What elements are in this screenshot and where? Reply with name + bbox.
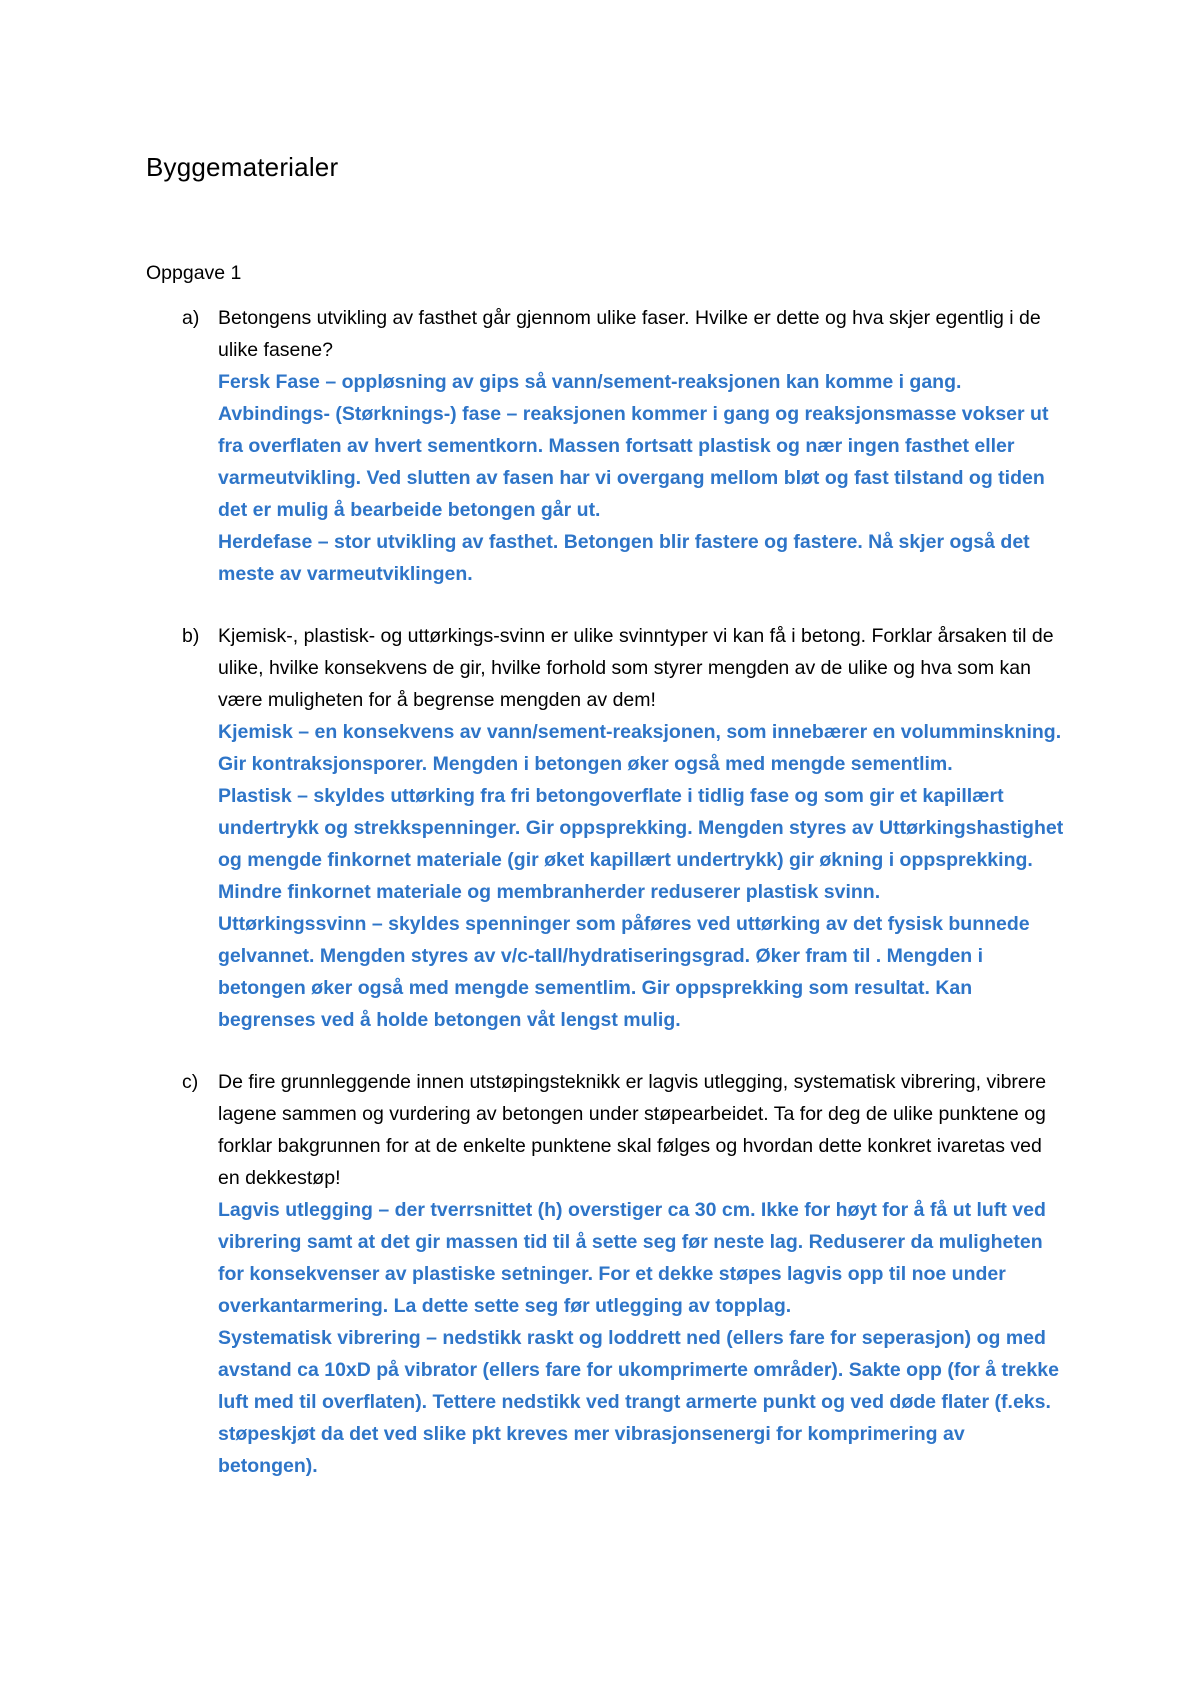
question-text: Kjemisk-, plastisk- og uttørkings-svinn er ulike svinntyper vi kan få i betong. Forklar årsaken til de ulike, hvilke konsekvens de gir, hvilke forhold som styrer mengden av de ulike og hva som kan være muligheten for å begrense mengden av dem! — [218, 625, 1054, 711]
task-item-b — [146, 620, 1066, 1036]
question-text: De fire grunnleggende innen utstøpingsteknikk er lagvis utlegging, systematisk vibrering, vibrere lagene sammen og vurdering av betongen under støpearbeidet. Ta for deg de ulike punktene og forklar bakgrunnen for at de enkelte punktene skal følges og hvordan dette konkret ivaretas ved en dekkestøp! — [218, 1071, 1047, 1189]
answer-text: Herdefase – stor utvikling av fasthet. Betongen blir fastere og fastere. Nå skjer også det meste av varmeutviklingen. — [218, 531, 1030, 585]
list-marker: c) — [182, 1071, 199, 1093]
list-marker: a) — [182, 307, 200, 329]
answer-text: Kjemisk – en konsekvens av vann/sement-reaksjonen, som innebærer en volumminskning. Gir kontraksjonsporer. Mengden i betongen øker også med mengde sementlim. — [218, 721, 1062, 775]
section-heading: Oppgave 1 — [146, 262, 242, 284]
answer-text: Systematisk vibrering – nedstikk raskt og loddrett ned (ellers fare for seperasjon) og med avstand ca 10xD på vibrator (ellers fare for ukomprimerte områder). Sakte opp (for å trekke luft med til overflaten). Tettere nedstikk ved trangt armerte punkt og ved døde flater (f.eks. støpeskjøt da det ved slike pkt kreves mer vibrasjonsenergi for komprimering av betongen). — [218, 1327, 1059, 1477]
answer-text: Lagvis utlegging – der tverrsnittet (h) overstiger ca 30 cm. Ikke for høyt for å få ut luft ved vibrering samt at det gir massen tid til å sette seg før neste lag. Reduserer da muligheten for konsekvenser av plastiske setninger. For et dekke støpes lagvis opp til noe under overkantarmering. La dette sette seg før utlegging av topplag. — [218, 1199, 1046, 1317]
answer-text: Plastisk – skyldes uttørking fra fri betongoverflate i tidlig fase og som gir et kapillært undertrykk og strekkspenninger. Gir oppsprekking. Mengden styres av Uttørkingshastighet og mengde finkornet materiale (gir øket kapillært undertrykk) gir økning i oppsprekking. Mindre finkornet materiale og membranherder reduserer plastisk svinn. — [218, 785, 1064, 903]
task-item-c — [146, 1066, 1066, 1482]
document-title: Byggematerialer — [146, 152, 339, 182]
answer-text: Uttørkingssvinn – skyldes spenninger som påføres ved uttørking av det fysisk bunnede gelvannet. Mengden styres av v/c-tall/hydratiseringsgrad. Øker fram til . Mengden i betongen øker også med mengde sementlim. Gir oppsprekking som resultat. Kan begrenses ved å holde betongen våt lengst mulig. — [218, 913, 1030, 1031]
task-item-a — [146, 302, 1066, 590]
answer-text: Avbindings- (Størknings-) fase – reaksjonen kommer i gang og reaksjonsmasse vokser ut fra overflaten av hvert sementkorn. Massen fortsatt plastisk og nær ingen fasthet eller varmeutvikling. Ved slutten av fasen har vi overgang mellom bløt og fast tilstand og tiden det er mulig å bearbeide betongen går ut. — [218, 403, 1049, 521]
answer-text: Fersk Fase – oppløsning av gips så vann/sement-reaksjonen kan komme i gang. — [218, 371, 962, 393]
question-text: Betongens utvikling av fasthet går gjennom ulike faser. Hvilke er dette og hva skjer egentlig i de ulike fasene? — [218, 307, 1041, 361]
list-marker: b) — [182, 625, 200, 647]
task-list — [146, 302, 1066, 1512]
